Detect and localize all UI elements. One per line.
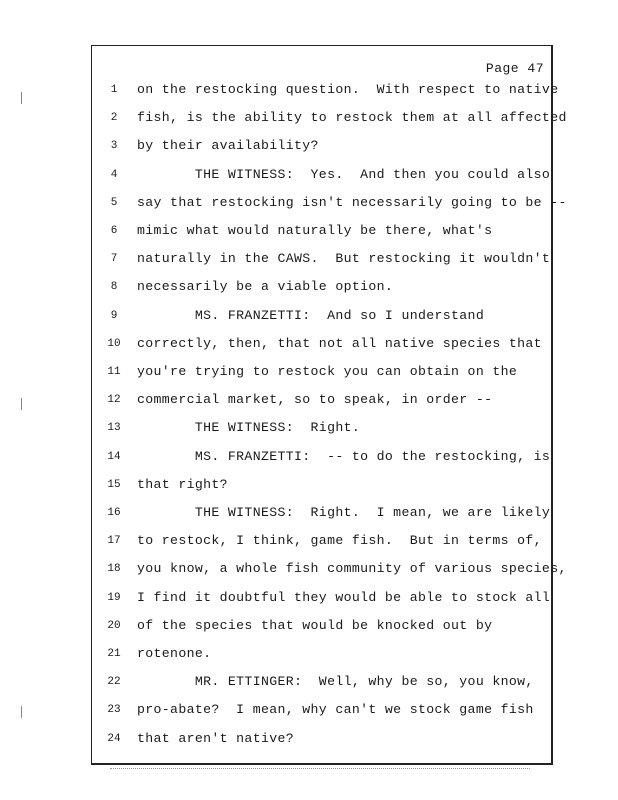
transcript-line xyxy=(0,644,618,664)
line-number: 9 xyxy=(110,309,118,322)
transcript-line xyxy=(0,249,618,269)
line-text: you're trying to restock you can obtain on the xyxy=(137,364,518,379)
line-number: 21 xyxy=(107,648,121,660)
scan-artifact xyxy=(110,768,530,771)
line-number: 7 xyxy=(110,253,118,266)
line-text: that right? xyxy=(137,476,228,492)
line-number: 15 xyxy=(107,478,121,491)
line-number: 14 xyxy=(107,450,121,463)
line-text: necessarily be a viable option. xyxy=(137,279,394,295)
transcript-line xyxy=(0,700,618,720)
line-text: commercial market, so to speak, in order -- xyxy=(137,392,493,408)
transcript-line xyxy=(0,193,618,213)
transcript-line xyxy=(0,588,618,608)
line-number: 2 xyxy=(110,112,118,125)
line-number: 19 xyxy=(107,591,121,604)
line-text: pro-abate? I mean, why can't we stock game fish xyxy=(137,702,534,718)
line-text: naturally in the CAWS. But restocking it wouldn't xyxy=(137,251,551,267)
line-text: THE WITNESS: Right. xyxy=(137,420,361,436)
line-text: I find it doubtful they would be able to stock all xyxy=(137,589,551,605)
line-number: 8 xyxy=(110,281,118,294)
line-number: 6 xyxy=(110,225,118,237)
margin-mark xyxy=(21,706,25,718)
margin-mark xyxy=(21,398,25,410)
line-number: 23 xyxy=(107,704,121,717)
line-number: 10 xyxy=(107,337,121,350)
transcript-line xyxy=(0,447,618,467)
transcript-line xyxy=(0,277,618,297)
line-text: say that restocking isn't necessarily going to be -- xyxy=(137,194,567,210)
transcript-line xyxy=(0,306,618,326)
transcript-line xyxy=(0,390,618,410)
transcript-line xyxy=(0,672,618,692)
line-number: 17 xyxy=(107,535,121,548)
line-number: 5 xyxy=(110,196,118,209)
line-text: that aren't native? xyxy=(137,730,295,746)
line-number: 18 xyxy=(107,563,121,576)
line-text: MS. FRANZETTI: -- to do the restocking, is xyxy=(137,448,551,464)
transcript-line xyxy=(0,729,618,749)
line-text: correctly, then, that not all native species that xyxy=(137,335,542,351)
line-text: on the restocking question. With respect to native xyxy=(137,82,559,97)
line-text: by their availability? xyxy=(137,138,319,154)
transcript-line xyxy=(0,108,618,128)
line-text: rotenone. xyxy=(137,646,212,661)
line-text: fish, is the ability to restock them at all affected xyxy=(137,110,567,126)
transcript-line xyxy=(0,616,618,636)
line-text: MR. ETTINGER: Well, why be so, you know, xyxy=(137,674,534,690)
line-text: of the species that would be knocked out by xyxy=(137,617,493,633)
line-number: 11 xyxy=(107,366,121,378)
transcript-line xyxy=(0,559,618,579)
line-number: 12 xyxy=(107,394,121,407)
line-text: THE WITNESS: Right. I mean, we are likely xyxy=(137,505,551,520)
transcript-line xyxy=(0,475,618,495)
transcript-line xyxy=(0,221,618,241)
transcript-line xyxy=(0,136,618,156)
transcript-line xyxy=(0,334,618,354)
line-number: 4 xyxy=(110,168,118,181)
line-number: 3 xyxy=(110,140,118,153)
line-number: 22 xyxy=(107,676,121,689)
line-text: mimic what would naturally be there, what's xyxy=(137,223,493,238)
margin-mark xyxy=(21,92,25,104)
line-text: THE WITNESS: Yes. And then you could also xyxy=(137,166,551,182)
transcript-line xyxy=(0,80,618,100)
line-number: 1 xyxy=(110,84,118,96)
transcript-line xyxy=(0,362,618,382)
transcript-line xyxy=(0,165,618,185)
line-number: 20 xyxy=(107,619,121,632)
transcript-line xyxy=(0,531,618,551)
line-number: 13 xyxy=(107,422,121,435)
line-text: MS. FRANZETTI: And so I understand xyxy=(137,307,485,323)
line-text: to restock, I think, game fish. But in terms of, xyxy=(137,533,542,549)
line-text: you know, a whole fish community of various species, xyxy=(137,561,567,577)
transcript-line xyxy=(0,418,618,438)
transcript-line xyxy=(0,503,618,523)
line-number: 24 xyxy=(107,732,121,745)
line-number: 16 xyxy=(107,507,121,519)
page-number: Page 47 xyxy=(485,61,544,76)
